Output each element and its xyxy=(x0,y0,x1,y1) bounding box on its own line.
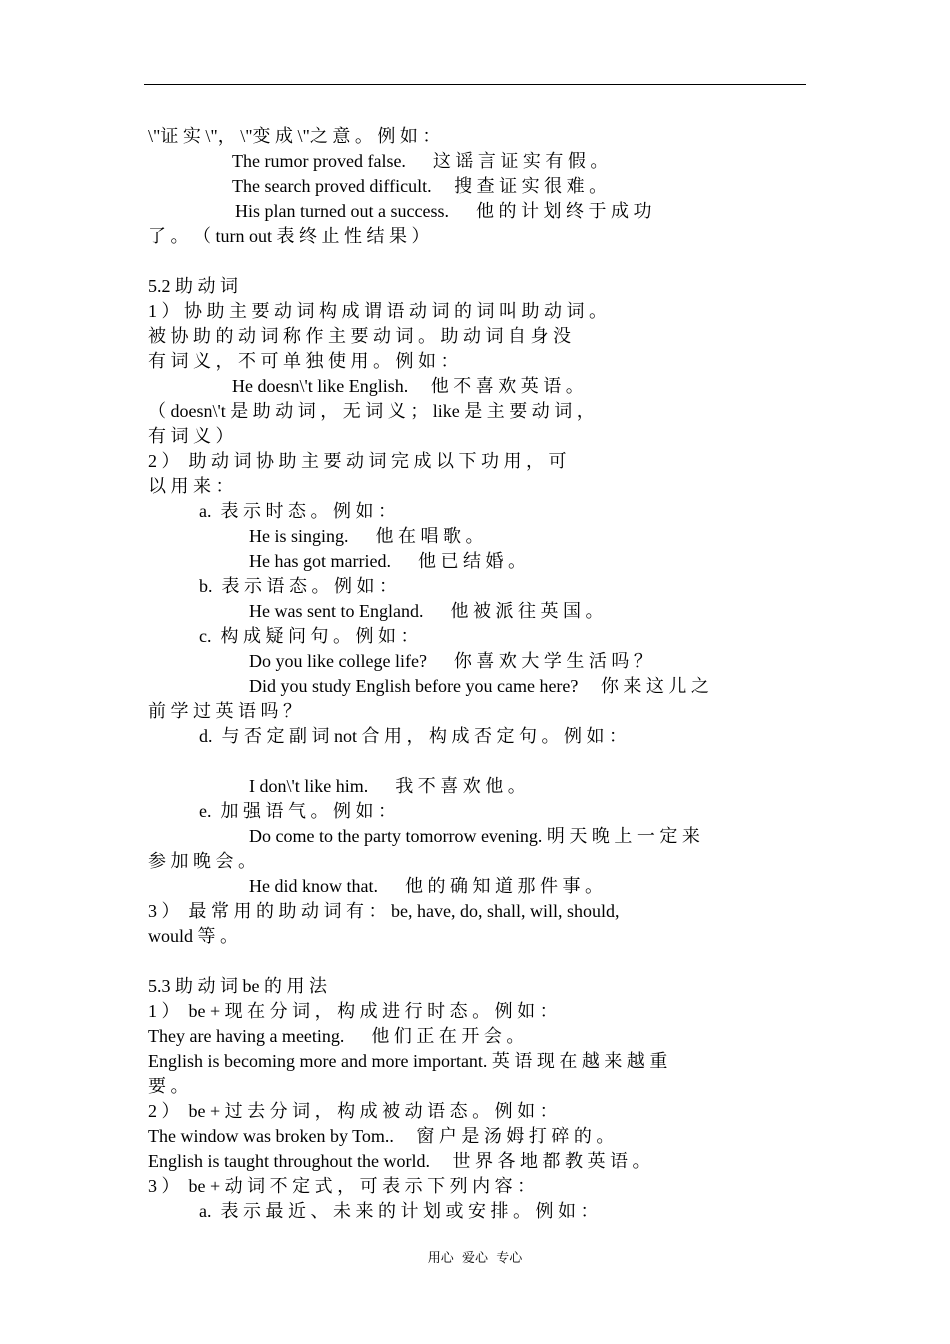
section-heading: 5.3 助 动 词 be 的 用 法 xyxy=(148,976,327,996)
text-line: 参 加 晚 会 。 xyxy=(148,851,256,871)
page-footer: 用心 爱心 专心 xyxy=(427,1251,523,1266)
list-item: a. 表 示 时 态 。 例 如 ： xyxy=(199,501,396,521)
text-line: 有 词 义 ， 不 可 单 独 使 用 。 例 如 ： xyxy=(148,351,459,371)
example-line: Do come to the party tomorrow evening. 明 天 晚 上 一 定 来 xyxy=(249,826,700,846)
example-line: Did you study English before you came here? 你 来 这 儿 之 xyxy=(249,676,709,696)
example-line: He has got married. 他 已 结 婚 。 xyxy=(249,551,526,571)
example-line: I don\'t like him. 我 不 喜 欢 他 。 xyxy=(249,776,526,796)
example-line: They are having a meeting. 他 们 正 在 开 会 。 xyxy=(148,1026,525,1046)
text-line: 2 ） 助 动 词 协 助 主 要 动 词 完 成 以 下 功 用 ， 可 xyxy=(148,451,567,471)
text-line: \"证 实 \"， \"变 成 \"之 意 。 例 如 ： xyxy=(148,126,441,146)
text-line: 3 ） 最 常 用 的 助 动 词 有 ： be, have, do, shall, will, should, xyxy=(148,901,620,921)
example-line: He was sent to England. 他 被 派 往 英 国 。 xyxy=(249,601,604,621)
list-item: c. 构 成 疑 问 句 。 例 如 ： xyxy=(199,626,419,646)
example-line: The rumor proved false. 这 谣 言 证 实 有 假 。 xyxy=(232,151,609,171)
text-line: 1 ） be + 现 在 分 词 ， 构 成 进 行 时 态 。 例 如 ： xyxy=(148,1001,558,1021)
example-line: Do you like college life? 你 喜 欢 大 学 生 活 吗 ？ xyxy=(249,651,652,671)
text-line: 有 词 义 ） xyxy=(148,426,234,446)
text-line: 被 协 助 的 动 词 称 作 主 要 动 词 。 助 动 词 自 身 没 xyxy=(148,326,571,346)
example-line: English is becoming more and more important. 英 语 现 在 越 来 越 重 xyxy=(148,1051,668,1071)
text-line: would 等 。 xyxy=(148,926,238,946)
example-line: He did know that. 他 的 确 知 道 那 件 事 。 xyxy=(249,876,603,896)
text-line: 了 。 （ turn out 表 终 止 性 结 果 ） xyxy=(148,226,430,246)
list-item: b. 表 示 语 态 。 例 如 ： xyxy=(199,576,397,596)
list-item: e. 加 强 语 气 。 例 如 ： xyxy=(199,801,396,821)
text-line: 前 学 过 英 语 吗 ？ xyxy=(148,701,301,721)
text-line: 3 ） be + 动 词 不 定 式 ， 可 表 示 下 列 内 容 ： xyxy=(148,1176,536,1196)
example-line: He is singing. 他 在 唱 歌 。 xyxy=(249,526,484,546)
example-line: English is taught throughout the world. 世 界 各 地 都 教 英 语 。 xyxy=(148,1151,651,1171)
text-line: 以 用 来 ： xyxy=(148,476,234,496)
text-line: 1 ） 协 助 主 要 动 词 构 成 谓 语 动 词 的 词 叫 助 动 词 。 xyxy=(148,301,607,321)
example-line: He doesn\'t like English. 他 不 喜 欢 英 语 。 xyxy=(232,376,584,396)
list-item: d. 与 否 定 副 词 not 合 用 ， 构 成 否 定 句 。 例 如 ： xyxy=(199,726,627,746)
example-line: The window was broken by Tom.. 窗 户 是 汤 姆 打 碎 的 。 xyxy=(148,1126,615,1146)
header-rule xyxy=(144,84,806,85)
example-line: The search proved difficult. 搜 查 证 实 很 难 。 xyxy=(232,176,608,196)
text-line: 2 ） be + 过 去 分 词 ， 构 成 被 动 语 态 。 例 如 ： xyxy=(148,1101,558,1121)
section-heading: 5.2 助 动 词 xyxy=(148,276,238,296)
text-line: （ doesn\'t 是 助 动 词 ， 无 词 义 ； like 是 主 要 动 词 ， xyxy=(148,401,595,421)
example-line: His plan turned out a success. 他 的 计 划 终 于 成 功 xyxy=(235,201,652,221)
list-item: a. 表 示 最 近 、 未 来 的 计 划 或 安 排 。 例 如 ： xyxy=(199,1201,599,1221)
text-line: 要 。 xyxy=(148,1076,189,1096)
